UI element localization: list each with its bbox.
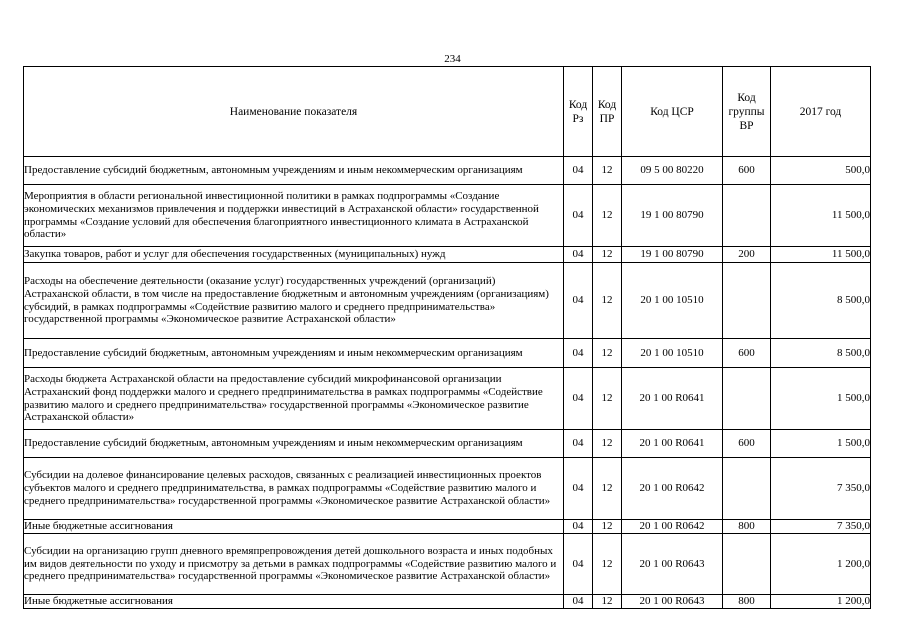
row-name: Предоставление субсидий бюджетным, автономным учреждениям и иным некоммерческим организациям: [24, 339, 564, 368]
row-name: Субсидии на долевое финансирование целевых расходов, связанных с реализацией инвестиционных проектов субъектов малого и среднего предпринимательства, в рамках подпрограммы «Содействие развитию малого и среднего предпринимательства» государственной программы «Экономическое развитие Астраханской области»: [24, 458, 564, 520]
row-name: Иные бюджетные ассигнования: [24, 520, 564, 534]
row-rz: 04: [564, 534, 593, 595]
budget-table: [23, 66, 871, 609]
row-amount: 11 500,0: [771, 247, 871, 263]
row-amount: 8 500,0: [771, 339, 871, 368]
header-name: Наименование показателя: [24, 67, 564, 157]
row-rz: 04: [564, 595, 593, 609]
row-rz: 04: [564, 458, 593, 520]
row-csr: 09 5 00 80220: [622, 157, 723, 185]
table-row: [24, 339, 871, 368]
table-row: [24, 157, 871, 185]
row-csr: 19 1 00 80790: [622, 185, 723, 247]
table-row: [24, 368, 871, 430]
row-vr: 800: [723, 595, 771, 609]
table-row: [24, 534, 871, 595]
header-vr: Код группы ВР: [723, 67, 771, 157]
row-name: Мероприятия в области региональной инвестиционной политики в рамках подпрограммы «Создание экономических механизмов привлечения и поддержки инвестиций в Астраханской области» государственной программы «Создание условий для обеспечения благоприятного инвестиционного климата в Астраханской области»: [24, 185, 564, 247]
row-rz: 04: [564, 339, 593, 368]
row-vr: [723, 458, 771, 520]
row-csr: 20 1 00 10510: [622, 339, 723, 368]
row-csr: 20 1 00 R0643: [622, 534, 723, 595]
row-rz: 04: [564, 520, 593, 534]
row-pr: 12: [593, 458, 622, 520]
row-pr: 12: [593, 368, 622, 430]
table-row: [24, 185, 871, 247]
row-csr: 19 1 00 80790: [622, 247, 723, 263]
row-vr: 600: [723, 430, 771, 458]
table-row: [24, 520, 871, 534]
row-name: Закупка товаров, работ и услуг для обеспечения государственных (муниципальных) нужд: [24, 247, 564, 263]
row-rz: 04: [564, 430, 593, 458]
row-csr: 20 1 00 R0641: [622, 368, 723, 430]
row-rz: 04: [564, 185, 593, 247]
row-amount: 1 500,0: [771, 368, 871, 430]
row-amount: 500,0: [771, 157, 871, 185]
row-pr: 12: [593, 595, 622, 609]
row-pr: 12: [593, 157, 622, 185]
header-csr: Код ЦСР: [622, 67, 723, 157]
row-amount: 7 350,0: [771, 520, 871, 534]
row-name: Субсидии на организацию групп дневного времяпрепровождения детей дошкольного возраста и иных подобных им видов деятельности по уходу и присмотру за детьми в рамках подпрограммы «Содействие развитию малого и среднего предпринимательства» государственной программы «Экономическое развитие Астраханской области»: [24, 534, 564, 595]
header-row: [24, 67, 871, 157]
row-vr: [723, 368, 771, 430]
row-csr: 20 1 00 R0642: [622, 520, 723, 534]
header-rz: Код Рз: [564, 67, 593, 157]
row-pr: 12: [593, 247, 622, 263]
row-name: Предоставление субсидий бюджетным, автономным учреждениям и иным некоммерческим организациям: [24, 430, 564, 458]
row-amount: 1 200,0: [771, 534, 871, 595]
table-row: [24, 595, 871, 609]
row-csr: 20 1 00 R0641: [622, 430, 723, 458]
row-csr: 20 1 00 10510: [622, 263, 723, 339]
row-amount: 1 200,0: [771, 595, 871, 609]
row-amount: 11 500,0: [771, 185, 871, 247]
row-name: Иные бюджетные ассигнования: [24, 595, 564, 609]
row-rz: 04: [564, 263, 593, 339]
row-amount: 7 350,0: [771, 458, 871, 520]
row-name: Предоставление субсидий бюджетным, автономным учреждениям и иным некоммерческим организациям: [24, 157, 564, 185]
row-pr: 12: [593, 263, 622, 339]
row-vr: 800: [723, 520, 771, 534]
header-pr: Код ПР: [593, 67, 622, 157]
page-number: 234: [444, 53, 461, 65]
table-row: [24, 458, 871, 520]
row-vr: 200: [723, 247, 771, 263]
row-rz: 04: [564, 247, 593, 263]
row-rz: 04: [564, 157, 593, 185]
table-row: [24, 247, 871, 263]
table-row: [24, 263, 871, 339]
table-row: [24, 430, 871, 458]
row-pr: 12: [593, 339, 622, 368]
row-vr: [723, 263, 771, 339]
row-pr: 12: [593, 430, 622, 458]
row-pr: 12: [593, 534, 622, 595]
row-csr: 20 1 00 R0643: [622, 595, 723, 609]
row-csr: 20 1 00 R0642: [622, 458, 723, 520]
row-vr: 600: [723, 157, 771, 185]
row-pr: 12: [593, 520, 622, 534]
row-amount: 1 500,0: [771, 430, 871, 458]
row-vr: 600: [723, 339, 771, 368]
row-vr: [723, 534, 771, 595]
row-pr: 12: [593, 185, 622, 247]
row-vr: [723, 185, 771, 247]
row-amount: 8 500,0: [771, 263, 871, 339]
row-name: Расходы на обеспечение деятельности (оказание услуг) государственных учреждений (организаций) Астраханской области, в том числе на предоставление бюджетным и автономным учреждениям (организациям) субсидий, в рамках подпрограммы «Содействие развитию малого и среднего предпринимательства» государственной программы «Экономическое развитие Астраханской области»: [24, 263, 564, 339]
header-year: 2017 год: [771, 67, 871, 157]
row-name: Расходы бюджета Астраханской области на предоставление субсидий микрофинансовой организации Астраханский фонд поддержки малого и среднего предпринимательства в рамках подпрограммы «Содействие развитию малого и среднего предпринимательства» государственной программы «Экономическое развитие Астраханской области»: [24, 368, 564, 430]
row-rz: 04: [564, 368, 593, 430]
